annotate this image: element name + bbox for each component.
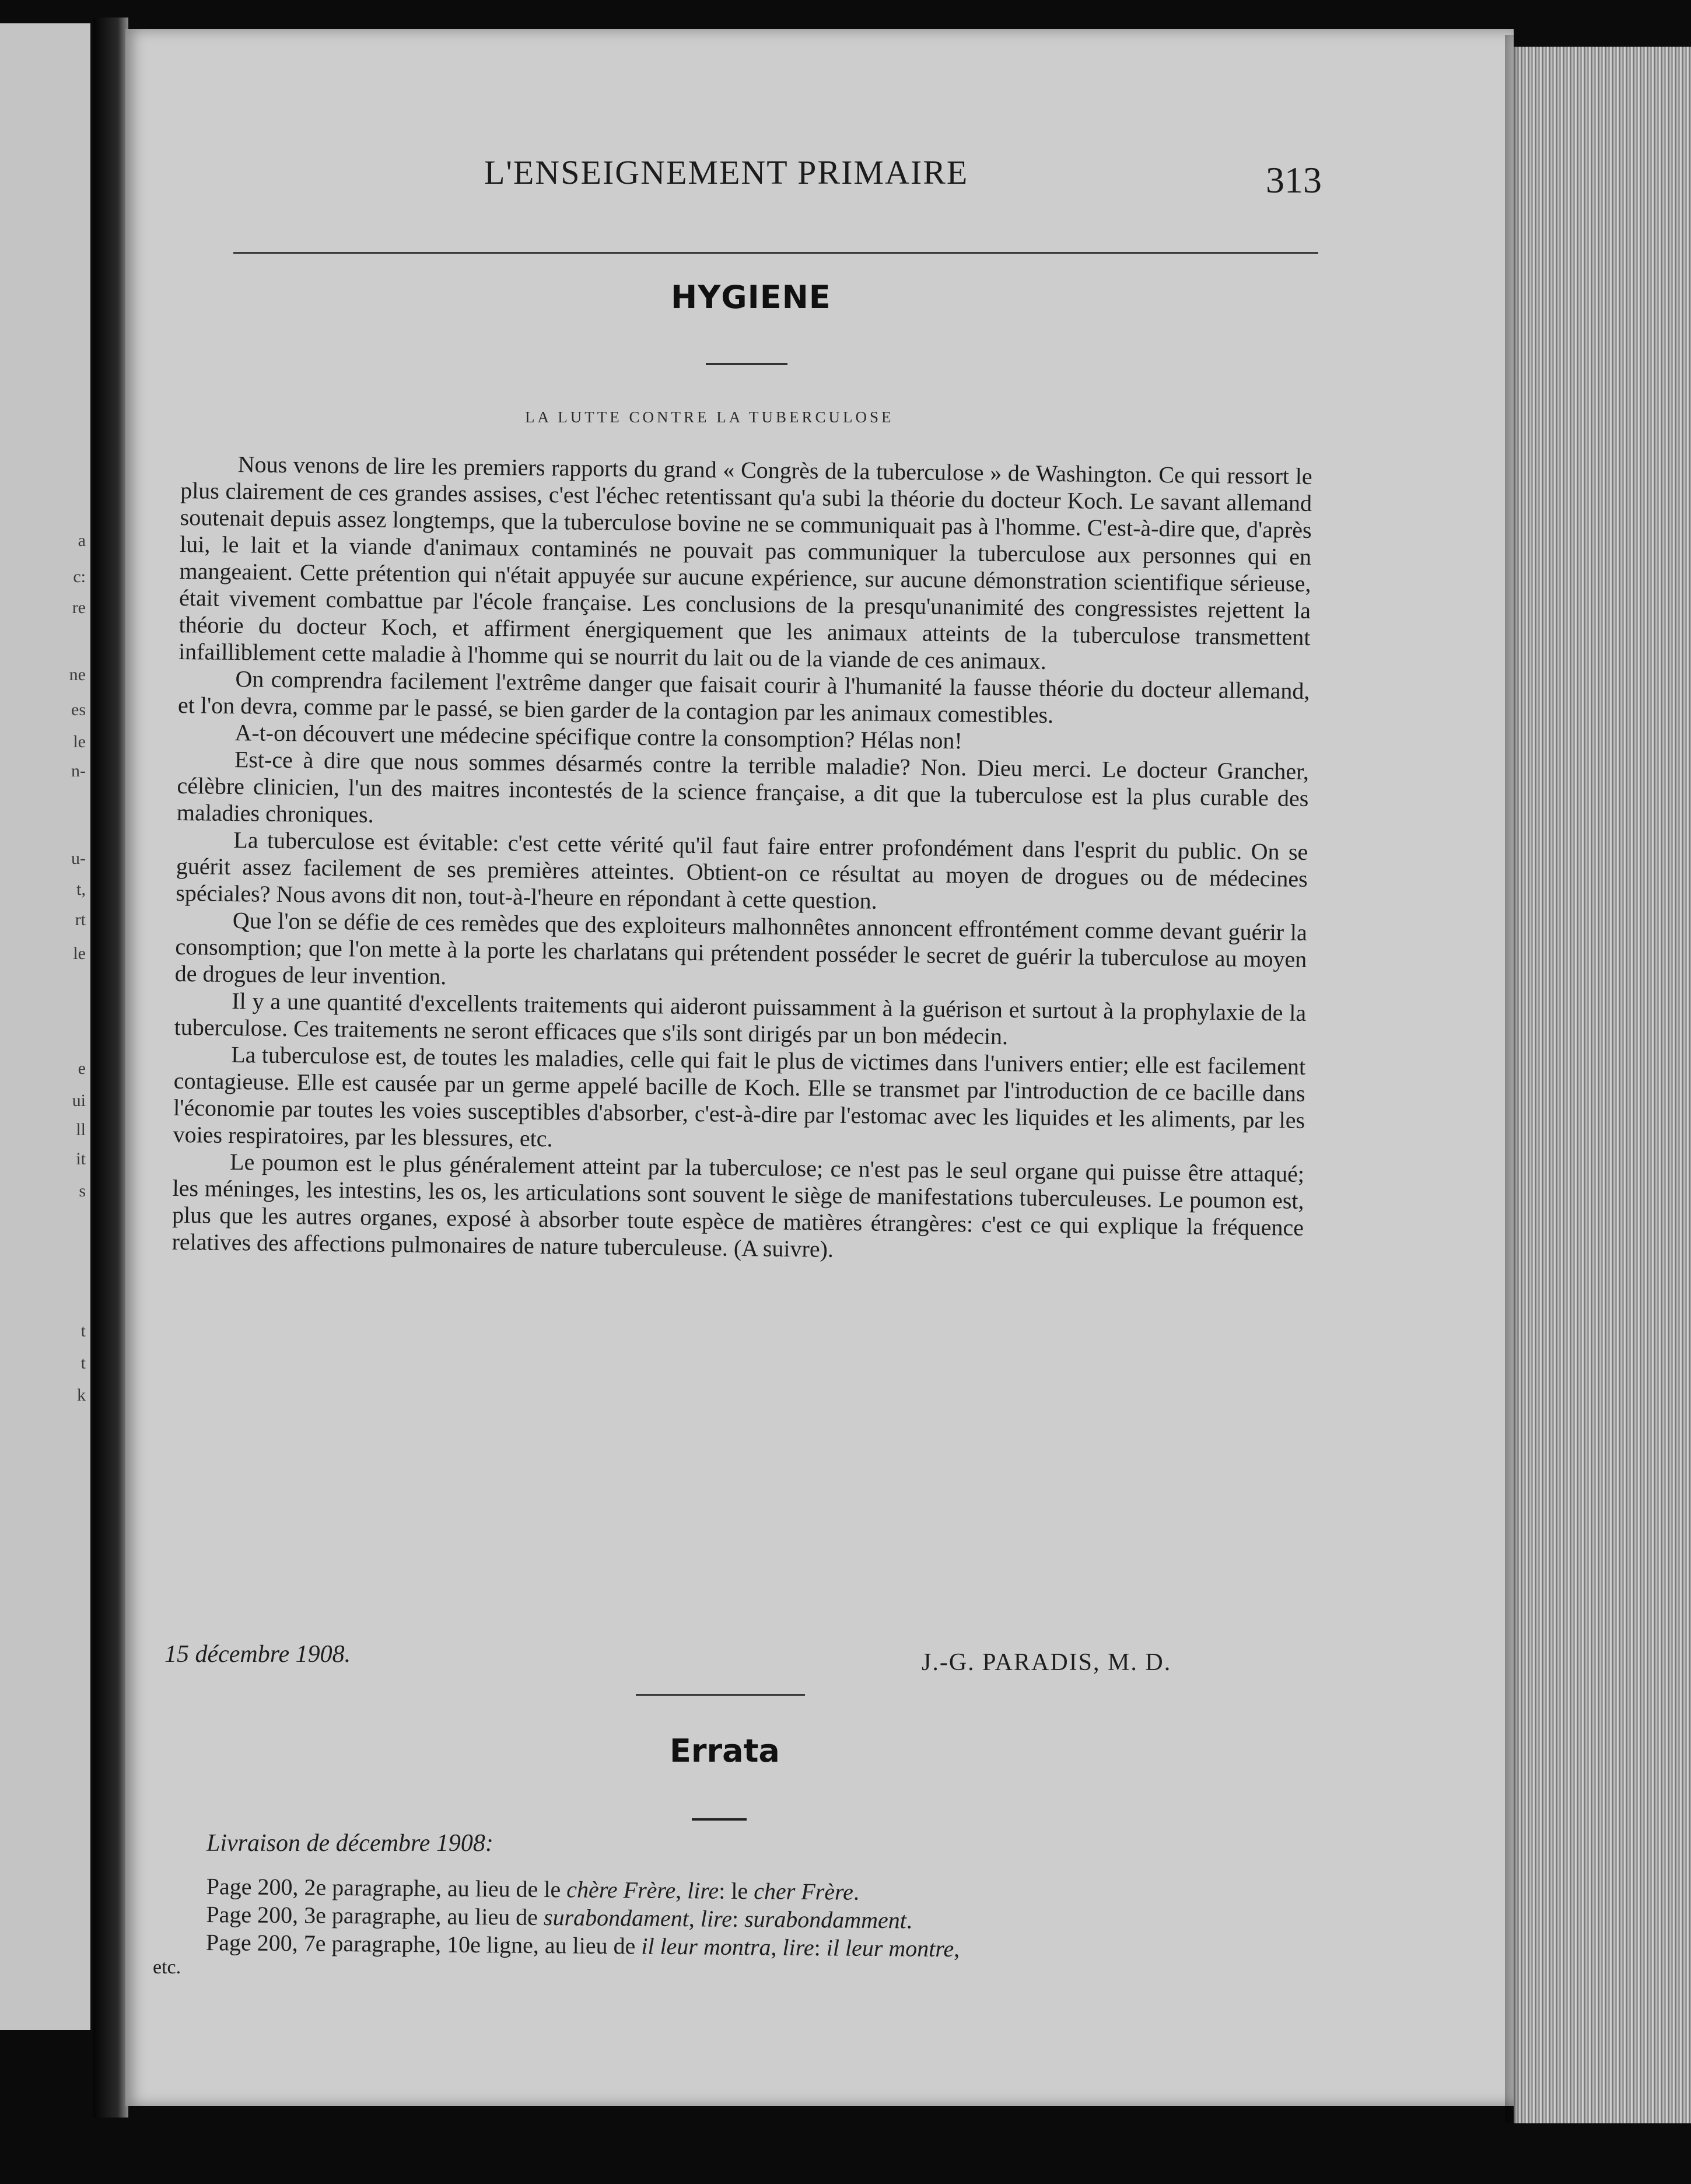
- left-page-fragment: t: [80, 1321, 86, 1340]
- errata-entry-separator: ,: [771, 1934, 783, 1961]
- page-edge-shadow: [1505, 35, 1522, 2123]
- left-page-fragment: t,: [76, 880, 86, 899]
- errata-entry-separator: : le: [719, 1877, 754, 1905]
- article-subtitle: LA LUTTE CONTRE LA TUBERCULOSE: [525, 408, 894, 426]
- left-page-fragment: k: [77, 1385, 86, 1405]
- page-number: 313: [1266, 159, 1322, 201]
- adjacent-page-strip: [0, 23, 90, 2030]
- section-title: HYGIENE: [671, 279, 831, 316]
- errata-entry-separator: :: [731, 1905, 745, 1933]
- errata-entry-lire: lire: [700, 1905, 733, 1932]
- article-paragraph: On comprendra facilement l'extrême danger que faisait courir à l'humanité la fausse théorie du docteur allemand, et l'on devra, comme par le passé, se bien garder de la contagion par les animaux comestibles.: [177, 666, 1310, 728]
- left-page-fragment: ui: [72, 1091, 86, 1110]
- article-paragraph: Est-ce à dire que nous sommes désarmés contre la terrible maladie? Non. Dieu merci. Le docteur Grancher, célèbre clinicien, l'un des maitres incontestés de la science française, a dit que la tuberculose est la plus curable des maladies chroniques.: [176, 746, 1310, 828]
- left-page-fragment: es: [71, 700, 86, 719]
- errata-list: [206, 1873, 1315, 1966]
- errata-entry-lire: lire: [687, 1877, 719, 1904]
- errata-entry-wrong: surabondament: [543, 1904, 689, 1932]
- errata-entry-end: .: [906, 1907, 913, 1934]
- page-edges-stack: [1514, 47, 1691, 2123]
- left-page-fragment: re: [72, 598, 86, 617]
- article-paragraph: Le poumon est le plus généralement atteint par la tuberculose; ce n'est pas le seul organe qui puisse être attaqué; les méninges, les intestins, les os, les articulations sont souvent le siège de manifestations tuberculeuses. Le poumon est, plus que les autres organes, exposé à absorber toute espèce de matières étrangères: c'est ce qui explique la fréquence relatives des affections pulmonaires de nature tuberculeuse. (A suivre).: [171, 1149, 1305, 1262]
- left-page-fragment: rt: [75, 910, 86, 929]
- errata-title: Errata: [670, 1732, 780, 1769]
- left-page-fragment: s: [79, 1181, 86, 1200]
- errata-entry-wrong: il leur montra: [641, 1933, 771, 1961]
- article-date: 15 décembre 1908.: [164, 1641, 351, 1668]
- book-gutter-shadow: [93, 18, 128, 2118]
- errata-entry-correction: cher Frère: [754, 1878, 854, 1905]
- errata-entry-wrong: chère Frère: [566, 1876, 676, 1904]
- signature-rule: [636, 1694, 805, 1696]
- left-page-fragment: u-: [71, 849, 86, 868]
- errata-entry-end: .: [853, 1878, 860, 1905]
- errata-entry-prefix: Page 200, 7e paragraphe, 10e ligne, au lieu de: [205, 1929, 642, 1959]
- errata-entry-correction: surabondamment: [744, 1906, 907, 1934]
- section-title-rule: [706, 363, 787, 365]
- errata-entry-prefix: Page 200, 3e paragraphe, au lieu de: [206, 1901, 544, 1931]
- article-body: [171, 450, 1312, 1268]
- article-paragraph: A-t-on découvert une médecine spécifique contre la consomption? Hélas non!: [234, 719, 963, 754]
- errata-entry-correction: il leur montre: [826, 1934, 954, 1962]
- left-page-fragment: ne: [69, 665, 86, 684]
- left-page-fragment: ll: [76, 1120, 86, 1139]
- errata-entry-prefix: Page 200, 2e paragraphe, au lieu de le: [206, 1873, 567, 1903]
- left-page-fragment: c:: [73, 567, 86, 586]
- article-paragraph: Il y a une quantité d'excellents traitements qui aideront puissamment à la guérison et surtout à la prophylaxie de la tuberculose. Ces traitements ne seront efficaces que s'ils sont dirigés par un bon médecin.: [174, 988, 1307, 1050]
- left-page-fragment: le: [73, 732, 86, 751]
- article-paragraph: La tuberculose est, de toutes les maladies, celle qui fait le plus de victimes dans l'univers entier; elle est facilement contagieuse. Elle est causée par un germe appelé bacille de Koch. Elle se transmet par l'introduction de ce bacille dans l'économie par toutes les voies susceptibles d'absorber, c'est-à-dire par l'estomac avec les liquides et les aliments, par les voies respiratoires, par les blessures, etc.: [173, 1041, 1306, 1152]
- article-paragraph: La tuberculose est évitable: c'est cette vérité qu'il faut faire entrer profondément dans l'esprit du public. On se guérit assez facilement de ses premières atteintes. Obtient-on ce résultat au moyen de drogues ou de médecines spéciales? Nous avons dit non, tout-à-l'heure en répondant à cette question.: [176, 827, 1308, 914]
- errata-entry-separator: ,: [688, 1905, 701, 1932]
- left-page-fragment: t: [80, 1353, 86, 1373]
- left-page-fragment: it: [76, 1149, 86, 1168]
- errata-entry-end: ,: [954, 1936, 960, 1962]
- left-page-fragment: a: [78, 531, 86, 550]
- article-paragraph: Que l'on se défie de ces remèdes que des exploiteurs malhonnêtes annoncent effrontément comme devant guérir la consomption; que l'on mette à la porte les charlatans qui prétendent posséder le secret de guérir la tuberculose au moyen de drogues de leur invention.: [174, 907, 1308, 990]
- errata-continuation: etc.: [153, 1957, 181, 1978]
- left-page-fragment: n-: [71, 761, 86, 780]
- header-rule: [233, 252, 1318, 254]
- running-head: L'ENSEIGNEMENT PRIMAIRE: [484, 153, 969, 191]
- errata-title-rule: [692, 1818, 747, 1821]
- errata-entry-separator: ,: [675, 1877, 688, 1904]
- author-signature: J.-G. PARADIS, M. D.: [922, 1649, 1172, 1676]
- errata-entry-lire: lire: [782, 1934, 814, 1961]
- errata-intro: Livraison de décembre 1908:: [206, 1830, 493, 1857]
- left-page-fragment: le: [73, 944, 86, 963]
- errata-entry-separator: :: [814, 1934, 827, 1961]
- left-page-fragment: e: [78, 1059, 86, 1078]
- article-paragraph: Nous venons de lire les premiers rapports du grand « Congrès de la tuberculose » de Washington. Ce qui ressort le plus clairement de ces grandes assises, c'est l'échec retentissant qu'a subi la théorie du docteur Koch. Le savant allemand soutenait depuis assez longtemps, que la tuberculose bovine ne se communiquait pas à l'homme. C'est-à-dire que, d'après lui, le lait et la viande d'animaux contaminés ne pouvait pas communiquer la tuberculose aux personnes qui en mangeaient. Cette prétention qui n'était appuyée sur aucune expérience, sur aucune démonstration scientifique sérieuse, était vivement combattue par l'école française. Les conclusions de la presqu'unanimité des congressistes rejettent la théorie du docteur Koch, et affirment énergiquement que les animaux atteints de la tuberculose transmettent infailliblement cette maladie à l'homme qui se nourrit du lait ou de la viande de ces animaux.: [178, 451, 1312, 674]
